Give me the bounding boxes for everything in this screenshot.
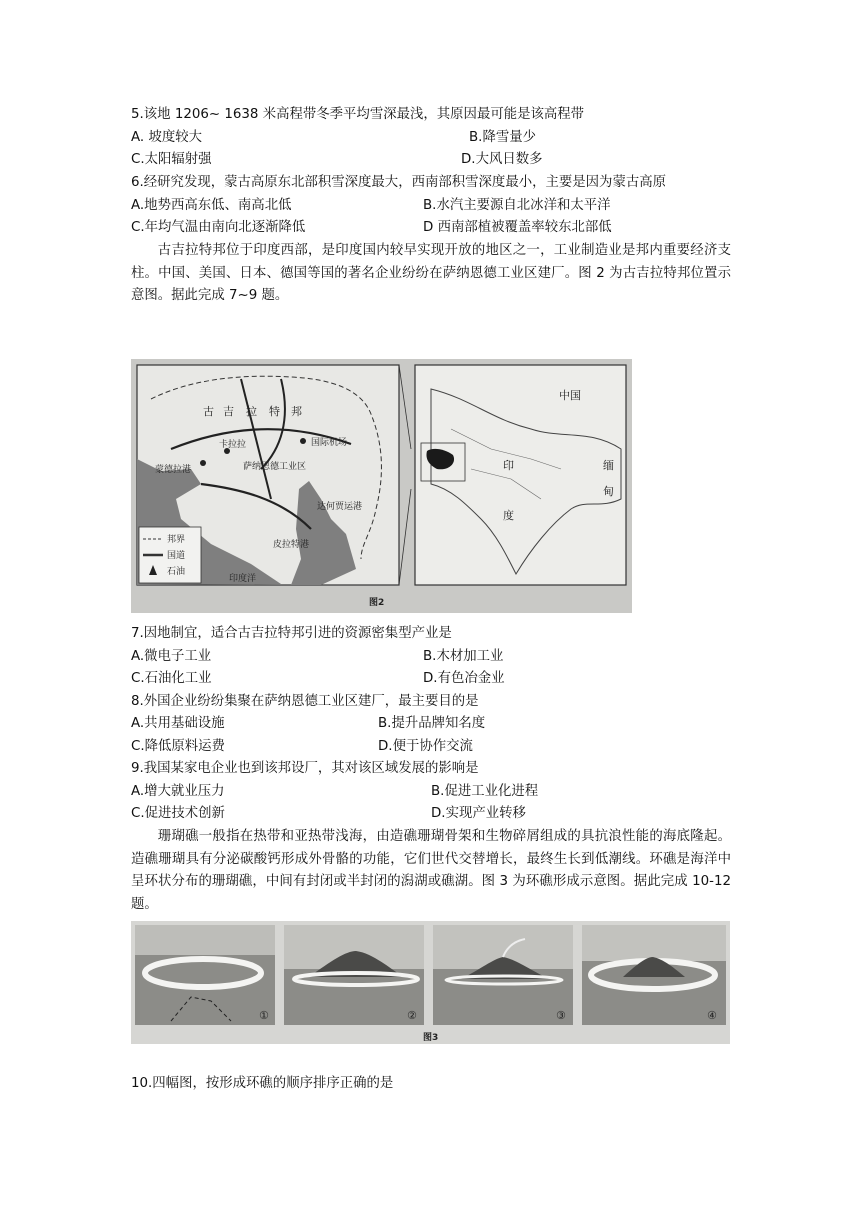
q5-stem: 5.该地 1206~ 1638 米高程带冬季平均雪深最浅，其原因最可能是该高程带 xyxy=(131,107,585,122)
map-label-mundra: 蒙德拉港 xyxy=(155,465,192,475)
q7-stem: 7.因地制宜，适合古吉拉特邦引进的资源密集型产业是 xyxy=(131,626,452,641)
figure-2-maps xyxy=(131,359,632,613)
q7-option-d: D.有色冶金业 xyxy=(423,671,505,686)
map-label-mian: 缅 xyxy=(603,459,614,472)
map-label-yin: 印 xyxy=(503,459,514,472)
map-label-ji: 吉 xyxy=(223,405,234,418)
q6-stem: 6.经研究发现，蒙古高原东北部积雪深度最大，西南部积雪深度最小，主要是因为蒙古高原 xyxy=(131,175,667,190)
figure-2 xyxy=(131,359,632,613)
q5-option-b: B.降雪量少 xyxy=(469,130,537,145)
q6-option-d: D 西南部植被覆盖率较东北部低 xyxy=(423,220,612,235)
figure-3-caption: 图3 xyxy=(423,1033,439,1043)
q9-stem: 9.我国某家电企业也到该邦设厂，其对该区域发展的影响是 xyxy=(131,761,479,776)
map-label-sanand: 萨纳恩德工业区 xyxy=(243,462,307,472)
q5-option-a: A. 坡度较大 xyxy=(131,130,202,145)
q8-option-d: D.便于协作交流 xyxy=(378,739,473,754)
map-label-dahej: 达何贾运港 xyxy=(317,502,363,512)
q8-option-a: A.共用基础设施 xyxy=(131,716,225,731)
map-label-te: 特 xyxy=(269,405,280,418)
panel-2-label: ② xyxy=(407,1009,417,1022)
q9-option-b: B.促进工业化进程 xyxy=(431,784,539,799)
panel-1-label: ① xyxy=(259,1009,269,1022)
map-label-karala: 卡拉拉 xyxy=(219,440,247,450)
q7-option-a: A.微电子工业 xyxy=(131,649,212,664)
legend-oil-label: 石油 xyxy=(167,567,186,577)
q6-option-c: C.年均气温由南向北逐渐降低 xyxy=(131,220,306,235)
q7-option-b: B.木材加工业 xyxy=(423,649,504,664)
q5-option-d: D.大风日数多 xyxy=(461,152,543,167)
q7-option-c: C.石油化工业 xyxy=(131,671,212,686)
passage-atoll: 珊瑚礁一般指在热带和亚热带浅海，由造礁珊瑚骨架和生物碎屑组成的具抗浪性能的海底隆起。造礁珊瑚具有分泌碳酸钙形成外骨骼的功能，它们世代交替增长，最终生长到低潮线。环礁是海洋中呈环状分布的珊瑚礁，中间有封闭或半封闭的潟湖或礁湖。图 3 为环礁形成示意图。据此完成 10-12 题。 xyxy=(131,829,731,912)
q9-option-d: D.实现产业转移 xyxy=(431,806,526,821)
panel-4-label: ④ xyxy=(707,1009,717,1022)
figure-3 xyxy=(131,921,730,1044)
map-label-dian: 甸 xyxy=(603,485,614,498)
q8-option-c: C.降低原料运费 xyxy=(131,739,225,754)
q10-stem: 10.四幅图，按形成环礁的顺序排序正确的是 xyxy=(131,1076,394,1091)
map-label-du: 度 xyxy=(503,509,514,522)
q5-option-c: C.太阳辐射强 xyxy=(131,152,212,167)
q8-stem: 8.外国企业纷纷集聚在萨纳恩德工业区建厂，最主要目的是 xyxy=(131,694,479,709)
q9-option-a: A.增大就业压力 xyxy=(131,784,225,799)
legend-highway-label: 国道 xyxy=(167,551,186,561)
legend-border-label: 邦界 xyxy=(167,535,186,545)
q9-option-c: C.促进技术创新 xyxy=(131,806,225,821)
q6-option-a: A.地势西高东低、南高北低 xyxy=(131,198,292,213)
map-label-china: 中国 xyxy=(559,389,581,402)
figure-3-panels xyxy=(131,921,730,1044)
panel-3-label: ③ xyxy=(556,1009,566,1022)
q6-option-b: B.水汽主要源自北冰洋和太平洋 xyxy=(423,198,611,213)
q8-option-b: B.提升品牌知名度 xyxy=(378,716,486,731)
map-label-la: 拉 xyxy=(246,405,257,418)
map-label-pipavav: 皮拉特港 xyxy=(273,540,310,550)
map-label-airport: 国际机场 xyxy=(311,438,348,448)
map-label-indian-ocean: 印度洋 xyxy=(229,574,257,584)
figure-2-caption: 图2 xyxy=(369,598,385,608)
map-label-bang: 邦 xyxy=(291,405,302,418)
map-label-gu: 古 xyxy=(203,405,214,418)
passage-gujarat: 古吉拉特邦位于印度西部，是印度国内较早实现开放的地区之一，工业制造业是邦内重要经济支柱。中国、美国、日本、德国等国的著名企业纷纷在萨纳恩德工业区建厂。图 2 为古吉拉特邦位置示意图。据此完成 7~9 题。 xyxy=(131,243,731,304)
